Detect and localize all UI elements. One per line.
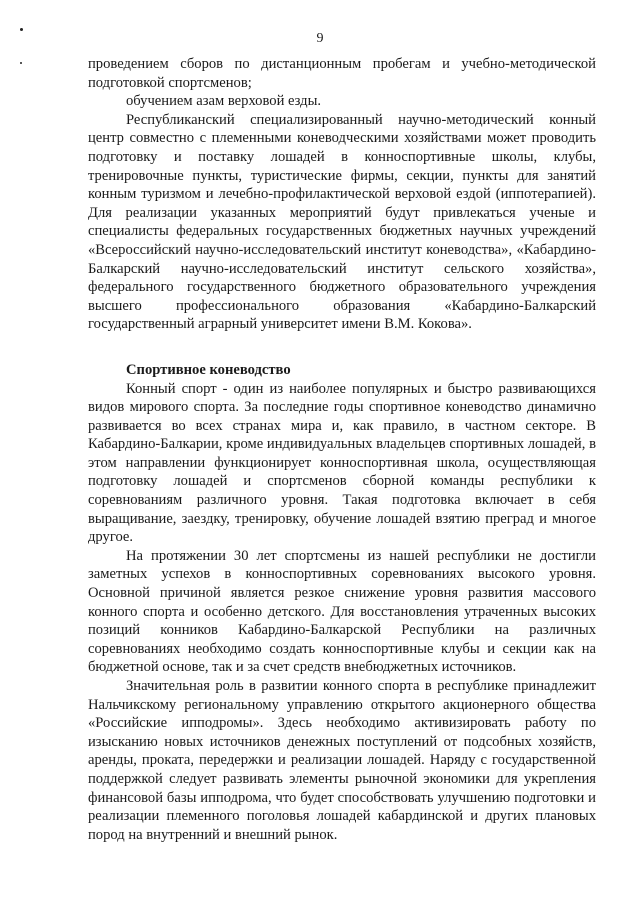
page-number: 9: [316, 31, 324, 46]
scan-speck: [20, 62, 22, 64]
section-heading: Спортивное коневодство: [126, 361, 291, 378]
paragraph-hippodrome: Значительная роль в развитии конного спорта в республике принадлежит Нальчикскому региональному управлению открытого акционерного общества «Российские ипподромы». Здесь необходимо активизировать работу по изысканию новых источников денежных поступлений от подсобных хозяйств, аренды, проката, передержки и реализации лошадей. Наряду с государственной поддержкой следует развивать элементы рыночной экономики для укрепления финансовой базы ипподрома, что будет способствовать улучшению подготовки и реализации племенного поголовья лошадей кабардинской и других плановых пород на внутренний и внешний рынок.: [88, 678, 596, 843]
paragraph-continuation: проведением сборов по дистанционным пробегам и учебно-методической подготовкой спортсменов;: [88, 56, 596, 91]
paragraph-center-description: Республиканский специализированный научно-методический конный центр совместно с племенными коневодческими хозяйствами может проводить подготовку и поставку лошадей в конноспортивные школы, клубы, тренировочные пункты, туристические фирмы, секции, пункты для занятий конным туризмом и лечебно-профилактической верховой ездой (иппотерапией). Для реализации указанных мероприятий будут привлекаться ученые и специалисты федеральных государственных бюджетных научных учреждений «Всероссийский научно-исследовательский институт коневодства», «Кабардино-Балкарский научно-исследовательский институт сельского хозяйства», федерального государственного бюджетного образовательного учреждения высшего профессионального образования «Кабардино-Балкарский государственный аграрный университет имени В.М. Кокова».: [88, 111, 596, 333]
text-column: [88, 55, 596, 844]
paragraph-list-item: обучением азам верховой езды.: [126, 93, 322, 110]
paragraph-achievements: На протяжении 30 лет спортсмены из нашей республики не достигли заметных успехов в конноспортивных соревнованиях высокого уровня. Основной причиной является резкое снижение уровня развития массового конного спорта и особенно детского. Для восстановления утраченных высоких позиций конников Кабардино-Балкарской Республики на различных соревнованиях необходимо создать конноспортивные клубы и секции как на бюджетной основе, так и за счет средств внебюджетных источников.: [88, 547, 596, 676]
paragraph-equestrian-sport: Конный спорт - один из наиболее популярных и быстро развивающихся видов мирового спорта. За последние годы спортивное коневодство динамично развивается во всех странах мира и, как правило, в частном секторе. В Кабардино-Балкарии, кроме индивидуальных владельцев спортивных лошадей, в этом направлении функционирует конноспортивная школа, осуществляющая подготовку лошадей и спортсменов сборной команды республики к соревнованиям различного уровня. Такая подготовка включает в себя выращивание, заездку, тренировку, обучение лошадей взятию преград и многое другое.: [88, 380, 596, 546]
